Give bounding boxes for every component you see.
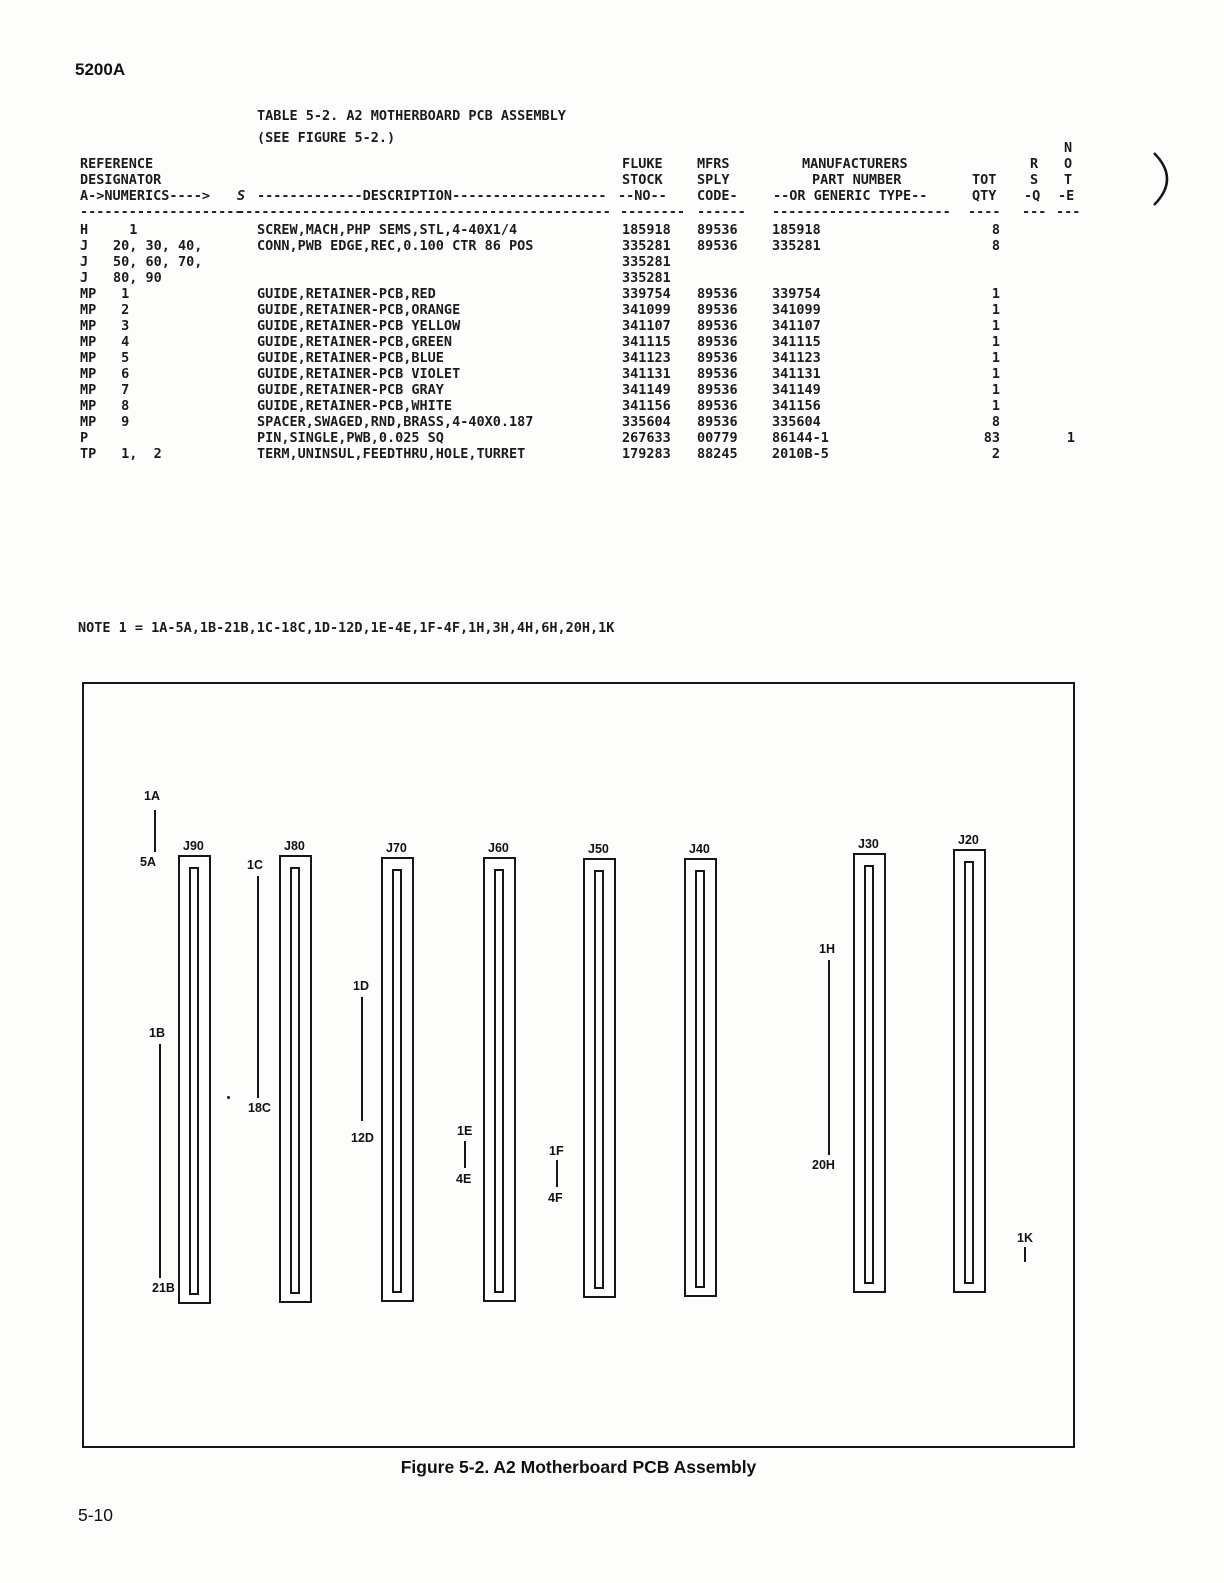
col-header-rsq-q: -Q <box>1024 188 1041 204</box>
callout-12D: 12D <box>351 1131 374 1145</box>
col-header-s: S <box>237 188 246 204</box>
col-header-no: --NO-- <box>618 188 667 204</box>
cell-part: 185918 <box>772 222 821 238</box>
cell-code: 00779 <box>697 430 738 446</box>
cell-desc: GUIDE,RETAINER-PCB,WHITE <box>257 398 453 414</box>
callout-20H: 20H <box>812 1158 835 1172</box>
col-header-sply: SPLY <box>697 172 730 188</box>
table-row <box>80 286 1075 302</box>
cell-nums: 1, 2 <box>113 446 162 462</box>
col-header-fluke: FLUKE <box>622 156 663 172</box>
table-row <box>80 254 1075 270</box>
cell-note <box>1000 238 1075 254</box>
table-row <box>80 350 1075 366</box>
connector-label: J40 <box>689 842 710 856</box>
cell-nums: 1 <box>113 286 130 302</box>
cell-stock: 267633 <box>622 430 671 446</box>
cell-nums: 3 <box>113 318 130 334</box>
cell-nums: 50, 60, 70, <box>113 254 203 270</box>
cell-note <box>1000 414 1075 430</box>
cell-code: 89536 <box>697 222 738 238</box>
cell-qty: 1 <box>991 366 1000 382</box>
cell-code: 89536 <box>697 398 738 414</box>
connector-J40 <box>684 842 717 1297</box>
connector-J90 <box>178 839 211 1304</box>
table-row <box>80 270 1075 286</box>
cell-stock: 335604 <box>622 414 671 430</box>
cell-desc: TERM,UNINSUL,FEEDTHRU,HOLE,TURRET <box>257 446 526 462</box>
connector-slot <box>189 867 199 1295</box>
page-number: 5-10 <box>78 1505 114 1525</box>
cell-ref: J <box>80 270 89 286</box>
cell-desc: GUIDE,RETAINER-PCB,BLUE <box>257 350 444 366</box>
cell-qty: 83 <box>983 430 1000 446</box>
connector-slot <box>964 861 974 1284</box>
scan-dot-artifact <box>227 1096 230 1099</box>
cell-part: 341131 <box>772 366 821 382</box>
connector-slot <box>494 869 504 1293</box>
cell-desc: GUIDE,RETAINER-PCB GRAY <box>257 382 444 398</box>
cell-nums: 7 <box>113 382 130 398</box>
cell-stock: 335281 <box>622 254 671 270</box>
cell-code: 89536 <box>697 382 738 398</box>
cell-code: 89536 <box>697 318 738 334</box>
cell-part <box>772 270 940 286</box>
cell-note <box>1000 446 1075 462</box>
connector-slot <box>864 865 874 1284</box>
col-header-rsq-s: S <box>1030 172 1039 188</box>
table-row <box>80 446 1075 462</box>
col-header-reference: REFERENCE <box>80 156 154 172</box>
cell-qty: 1 <box>991 302 1000 318</box>
figure-border <box>82 682 1075 1448</box>
figure-caption: Figure 5-2. A2 Motherboard PCB Assembly <box>400 1457 757 1477</box>
cell-note <box>1000 270 1075 286</box>
cell-part: 335604 <box>772 414 821 430</box>
cell-code: 89536 <box>697 238 738 254</box>
page-model-header: 5200A <box>75 60 126 79</box>
callout-5A: 5A <box>140 855 156 869</box>
connector-label: J20 <box>958 833 979 847</box>
cell-note <box>1000 382 1075 398</box>
rule-rsq: --- <box>1022 204 1047 220</box>
connector-J80 <box>279 839 312 1303</box>
cell-part: 341156 <box>772 398 821 414</box>
table-row <box>80 334 1075 350</box>
cell-nums: 8 <box>113 398 130 414</box>
callout-21B: 21B <box>152 1281 175 1295</box>
rule-part: ---------------------- <box>772 204 951 220</box>
col-header-note-t: T <box>1064 172 1073 188</box>
callout-1C: 1C <box>247 858 263 872</box>
cell-nums: 4 <box>113 334 130 350</box>
col-header-description: -------------DESCRIPTION------------------- <box>257 188 607 204</box>
connector-label: J90 <box>183 839 204 853</box>
callout-1H: 1H <box>819 942 835 956</box>
cell-qty <box>940 270 1000 286</box>
cell-stock: 179283 <box>622 446 671 462</box>
cell-nums: 20, 30, 40, <box>113 238 203 254</box>
cell-desc <box>257 254 622 270</box>
cell-qty: 1 <box>991 382 1000 398</box>
cell-ref: J <box>80 238 89 254</box>
cell-ref: MP <box>80 334 97 350</box>
col-header-note-n: N <box>1064 140 1073 156</box>
cell-qty: 1 <box>991 350 1000 366</box>
col-header-tot: TOT <box>972 172 997 188</box>
cell-desc: CONN,PWB EDGE,REC,0.100 CTR 86 POS <box>257 238 534 254</box>
cell-desc: SCREW,MACH,PHP SEMS,STL,4-40X1/4 <box>257 222 518 238</box>
cell-code <box>697 270 772 286</box>
cell-stock: 341123 <box>622 350 671 366</box>
connector-J70 <box>381 841 414 1302</box>
cell-code: 89536 <box>697 350 738 366</box>
note-line: NOTE 1 = 1A-5A,1B-21B,1C-18C,1D-12D,1E-4E,1F-4F,1H,3H,4H,6H,20H,1K <box>78 620 615 636</box>
cell-note <box>1000 302 1075 318</box>
cell-stock: 341156 <box>622 398 671 414</box>
cell-part: 86144-1 <box>772 430 829 446</box>
cell-nums: 5 <box>113 350 130 366</box>
cell-qty: 8 <box>991 414 1000 430</box>
connector-J50 <box>583 842 616 1298</box>
cell-qty <box>940 254 1000 270</box>
scan-arc-artifact <box>1150 150 1180 208</box>
cell-desc: PIN,SINGLE,PWB,0.025 SQ <box>257 430 444 446</box>
cell-qty: 1 <box>991 398 1000 414</box>
cell-part: 2010B-5 <box>772 446 829 462</box>
table-row <box>80 382 1075 398</box>
cell-note <box>1000 366 1075 382</box>
callout-1A: 1A <box>144 789 160 803</box>
leader-line-1C-18C <box>257 876 259 1098</box>
cell-stock: 335281 <box>622 238 671 254</box>
cell-qty: 2 <box>991 446 1000 462</box>
cell-nums: 80, 90 <box>113 270 162 286</box>
cell-ref: MP <box>80 414 97 430</box>
cell-ref: MP <box>80 302 97 318</box>
cell-ref: MP <box>80 366 97 382</box>
cell-part: 341115 <box>772 334 821 350</box>
col-header-qty: QTY <box>972 188 997 204</box>
cell-note <box>1000 254 1075 270</box>
leader-line-1D-12D <box>361 997 363 1121</box>
col-header-manufacturers: MANUFACTURERS <box>802 156 908 172</box>
col-header-numerics: A->NUMERICS----> <box>80 188 211 204</box>
leader-line-1A-5A <box>154 810 156 852</box>
callout-4F: 4F <box>548 1191 563 1205</box>
table-row <box>80 238 1075 254</box>
cell-part: 341123 <box>772 350 821 366</box>
cell-ref: P <box>80 430 89 446</box>
connector-label: J80 <box>284 839 305 853</box>
cell-code: 89536 <box>697 286 738 302</box>
cell-ref: MP <box>80 318 97 334</box>
cell-qty: 8 <box>991 238 1000 254</box>
cell-part: 339754 <box>772 286 821 302</box>
connector-slot <box>695 870 705 1288</box>
cell-qty: 1 <box>991 334 1000 350</box>
cell-ref: H <box>80 222 89 238</box>
callout-1B: 1B <box>149 1026 165 1040</box>
connector-label: J50 <box>588 842 609 856</box>
cell-part: 341099 <box>772 302 821 318</box>
cell-ref: MP <box>80 382 97 398</box>
leader-line-1F-4F <box>556 1160 558 1187</box>
cell-part: 341107 <box>772 318 821 334</box>
table-row <box>80 430 1075 446</box>
table-title-line1: TABLE 5-2. A2 MOTHERBOARD PCB ASSEMBLY <box>257 108 566 124</box>
cell-stock: 335281 <box>622 270 671 286</box>
cell-desc: GUIDE,RETAINER-PCB,RED <box>257 286 436 302</box>
cell-desc: GUIDE,RETAINER-PCB,ORANGE <box>257 302 461 318</box>
col-header-code: CODE- <box>697 188 738 204</box>
cell-desc: GUIDE,RETAINER-PCB,GREEN <box>257 334 453 350</box>
cell-nums <box>113 430 257 446</box>
cell-qty: 1 <box>991 318 1000 334</box>
rule-note: --- <box>1056 204 1081 220</box>
cell-note <box>1000 350 1075 366</box>
cell-code: 89536 <box>697 366 738 382</box>
connector-label: J60 <box>488 841 509 855</box>
col-header-note-e: -E <box>1058 188 1075 204</box>
cell-code: 89536 <box>697 302 738 318</box>
callout-18C: 18C <box>248 1101 271 1115</box>
table-row <box>80 366 1075 382</box>
rule-sply: ------ <box>697 204 746 220</box>
cell-desc: GUIDE,RETAINER-PCB VIOLET <box>257 366 461 382</box>
cell-qty: 1 <box>991 286 1000 302</box>
rule-stock: -------- <box>620 204 686 220</box>
connector-label: J70 <box>386 841 407 855</box>
cell-desc: SPACER,SWAGED,RND,BRASS,4-40X0.187 <box>257 414 534 430</box>
cell-desc: GUIDE,RETAINER-PCB YELLOW <box>257 318 461 334</box>
cell-desc <box>257 270 622 286</box>
table-row <box>80 398 1075 414</box>
cell-part: 341149 <box>772 382 821 398</box>
leader-line-1H-20H <box>828 960 830 1155</box>
connector-slot <box>392 869 402 1293</box>
table-row <box>80 222 1075 238</box>
cell-code <box>697 254 772 270</box>
connector-slot <box>594 870 604 1289</box>
col-header-stock: STOCK <box>622 172 663 188</box>
connector-label: J30 <box>858 837 879 851</box>
leader-line-1E-4E <box>464 1141 466 1168</box>
cell-nums: 1 <box>113 222 138 238</box>
callout-1D: 1D <box>353 979 369 993</box>
cell-ref: TP <box>80 446 97 462</box>
cell-qty: 8 <box>991 222 1000 238</box>
rule-desc: ---------------------------------------------- <box>237 204 611 220</box>
callout-1F: 1F <box>549 1144 564 1158</box>
col-header-designator: DESIGNATOR <box>80 172 162 188</box>
cell-stock: 341115 <box>622 334 671 350</box>
cell-nums: 6 <box>113 366 130 382</box>
connector-J20 <box>953 833 986 1293</box>
cell-note: 1 <box>1066 430 1075 446</box>
rule-ref: -------------------- <box>80 204 243 220</box>
cell-stock: 339754 <box>622 286 671 302</box>
cell-ref: MP <box>80 398 97 414</box>
cell-ref: MP <box>80 350 97 366</box>
col-header-part-number: PART NUMBER <box>812 172 902 188</box>
connector-slot <box>290 867 300 1294</box>
col-header-note-o: O <box>1064 156 1073 172</box>
leader-line-1K <box>1024 1247 1026 1262</box>
leader-line-1B-21B <box>159 1044 161 1278</box>
table-row <box>80 302 1075 318</box>
cell-nums: 9 <box>113 414 130 430</box>
cell-stock: 341099 <box>622 302 671 318</box>
col-header-mfrs: MFRS <box>697 156 730 172</box>
connector-J60 <box>483 841 516 1302</box>
callout-1E: 1E <box>457 1124 473 1138</box>
cell-note <box>1000 334 1075 350</box>
connector-J30 <box>853 837 886 1293</box>
callout-1K: 1K <box>1017 1231 1033 1245</box>
col-header-generic-type: --OR GENERIC TYPE-- <box>773 188 928 204</box>
cell-stock: 341107 <box>622 318 671 334</box>
cell-part <box>772 254 940 270</box>
cell-ref: MP <box>80 286 97 302</box>
cell-code: 89536 <box>697 334 738 350</box>
cell-code: 89536 <box>697 414 738 430</box>
cell-note <box>1000 286 1075 302</box>
cell-code: 88245 <box>697 446 738 462</box>
table-row <box>80 414 1075 430</box>
col-header-rsq-r: R <box>1030 156 1039 172</box>
table-title-line2: (SEE FIGURE 5-2.) <box>257 130 396 146</box>
cell-stock: 185918 <box>622 222 671 238</box>
cell-nums: 2 <box>113 302 130 318</box>
callout-4E: 4E <box>456 1172 472 1186</box>
rule-qty: ---- <box>968 204 1001 220</box>
cell-ref: J <box>80 254 89 270</box>
table-row <box>80 318 1075 334</box>
cell-stock: 341131 <box>622 366 671 382</box>
cell-note <box>1000 318 1075 334</box>
cell-note <box>1000 398 1075 414</box>
cell-note <box>1000 222 1075 238</box>
cell-part: 335281 <box>772 238 821 254</box>
cell-stock: 341149 <box>622 382 671 398</box>
